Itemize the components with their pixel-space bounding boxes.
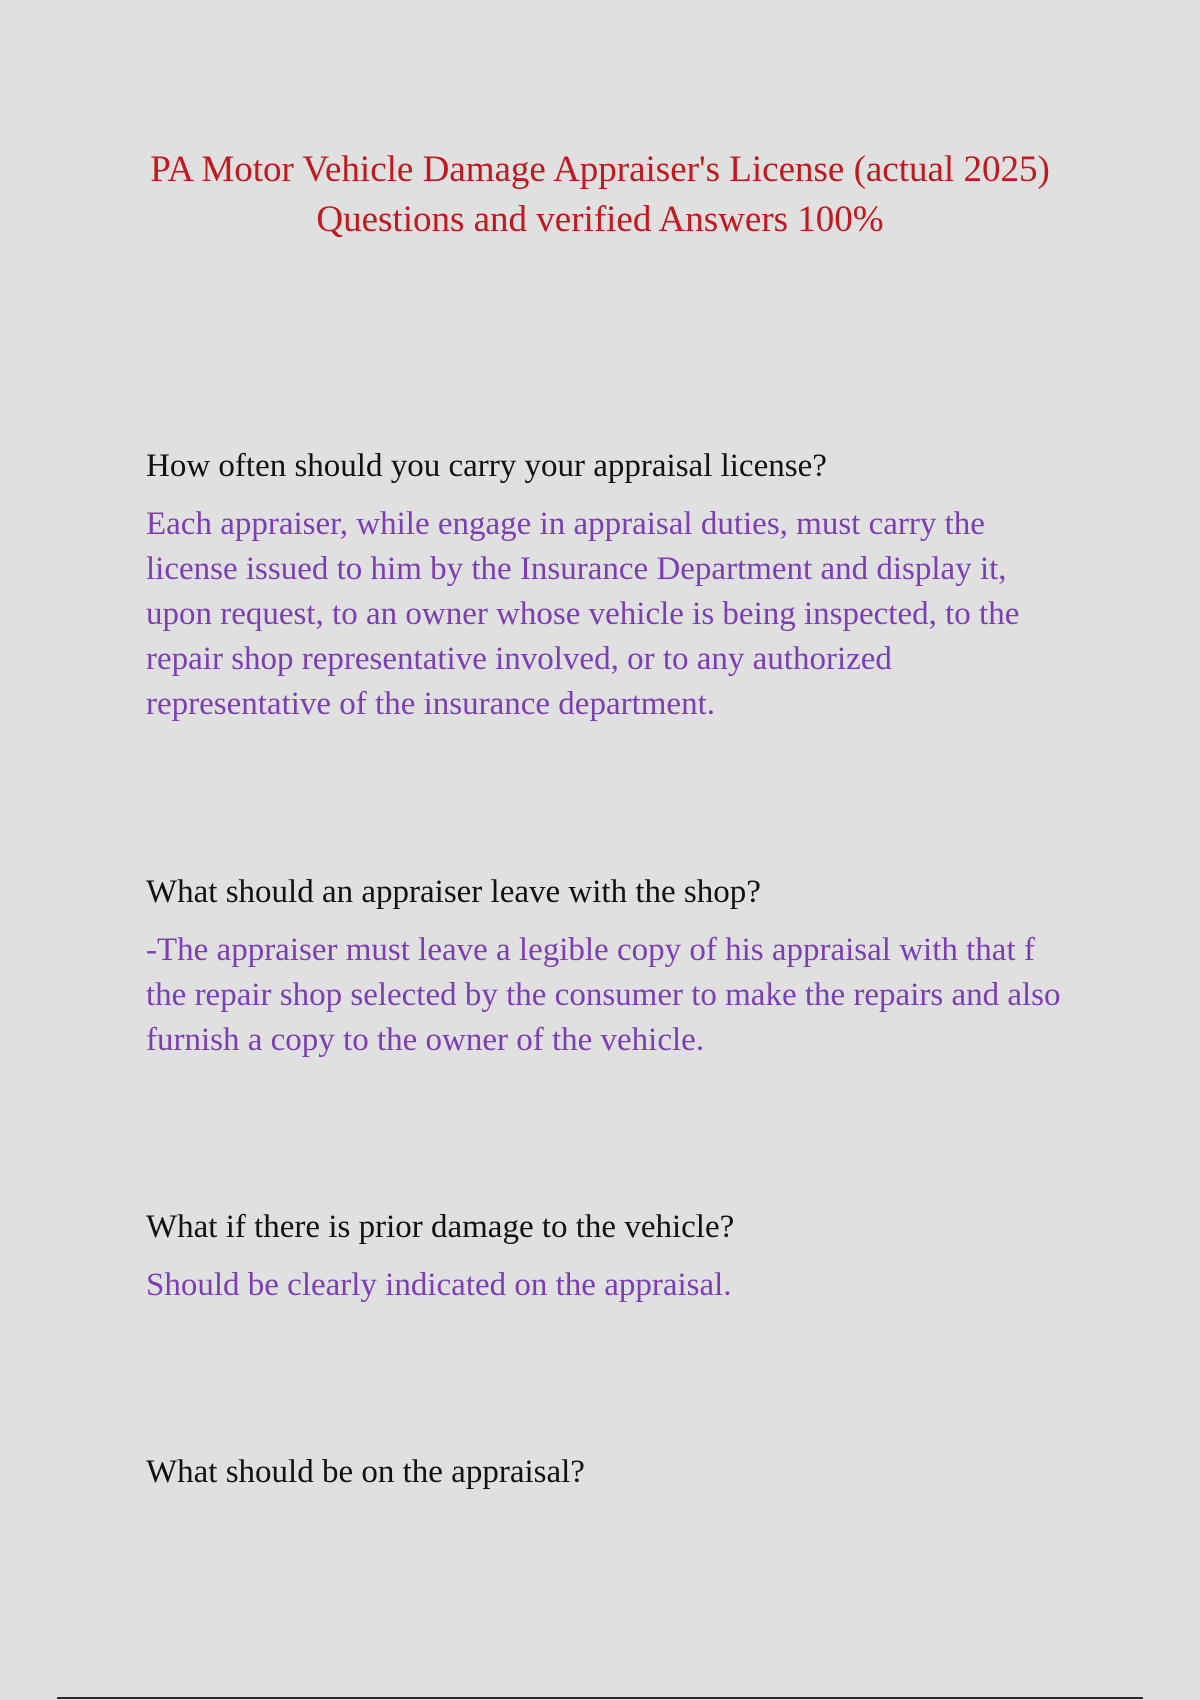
page-bottom-divider	[57, 1697, 1143, 1699]
answer-text: Each appraiser, while engage in appraisal duties, must carry the license issued to him by the Insurance Department and display it, upon request, to an owner whose vehicle is being inspected, to the repair shop representative involved, or to any authorized representative of the insurance department.	[146, 506, 1020, 722]
question-text: What should be on the appraisal?	[146, 1454, 585, 1490]
qa-item	[146, 1205, 1066, 1308]
answer-text: Should be clearly indicated on the appraisal.	[146, 1267, 732, 1303]
question-text: What if there is prior damage to the vehicle?	[146, 1209, 735, 1245]
answer-text: -The appraiser must leave a legible copy of his appraisal with that f the repair shop selected by the consumer to make the repairs and also furnish a copy to the owner of the vehicle.	[146, 932, 1061, 1058]
qa-item	[146, 1450, 1066, 1494]
qa-item	[146, 444, 1066, 727]
question-text: How often should you carry your appraisal license?	[146, 448, 827, 484]
document-title: PA Motor Vehicle Damage Appraiser's License (actual 2025) Questions and verified Answers 100%	[150, 149, 1050, 240]
question-text: What should an appraiser leave with the shop?	[146, 874, 761, 910]
qa-item	[146, 870, 1066, 1063]
